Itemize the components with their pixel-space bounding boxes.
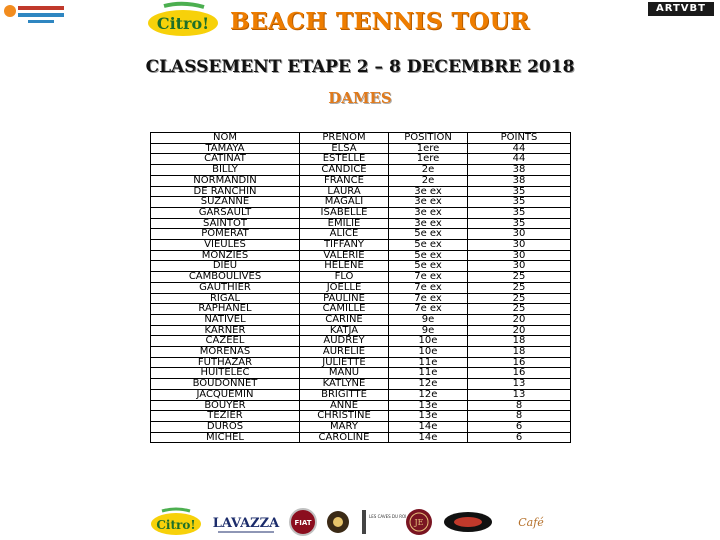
cell-prenom: KATJA [300,325,389,336]
cell-prenom: VALERIE [300,250,389,261]
cell-nom: RIGAL [151,293,300,304]
artvbt-logo: ARTVBT [648,2,714,16]
table-row [151,218,571,229]
cell-position: 2e [389,165,468,176]
cell-position: 10e [389,347,468,358]
cell-nom: MONZIES [151,250,300,261]
cell-position: 11e [389,357,468,368]
cell-prenom: EMILIE [300,218,389,229]
cell-position: 5e ex [389,250,468,261]
cell-position: 7e ex [389,282,468,293]
cell-nom: FUTHAZAR [151,357,300,368]
header-nom: NOM [151,133,300,144]
cell-points: 25 [468,282,571,293]
cell-nom: BOUYER [151,400,300,411]
page-subtitle: CLASSEMENT ETAPE 2 – 8 DECEMBRE 2018 [145,57,575,77]
cell-prenom: CARINE [300,314,389,325]
cell-position: 9e [389,325,468,336]
header-prenom: PRENOM [300,133,389,144]
cell-nom: NATIVEL [151,314,300,325]
cell-points: 30 [468,229,571,240]
cell-nom: KARNER [151,325,300,336]
cell-prenom: ELSA [300,143,389,154]
cell-prenom: CAMILLE [300,304,389,315]
cell-position: 2e [389,175,468,186]
cell-points: 16 [468,368,571,379]
cell-position: 12e [389,379,468,390]
cell-nom: BILLY [151,165,300,176]
table-row [151,347,571,358]
cell-points: 35 [468,207,571,218]
cell-prenom: ESTELLE [300,154,389,165]
ranking-table [150,132,571,443]
cell-position: 14e [389,421,468,432]
cell-points: 35 [468,197,571,208]
table-row [151,357,571,368]
cell-nom: BOUDONNET [151,379,300,390]
cell-points: 30 [468,261,571,272]
cafe-text: Café [518,516,544,529]
cell-prenom: CANDICE [300,165,389,176]
badge-logo [326,508,350,536]
cell-position: 7e ex [389,272,468,283]
cell-position: 3e ex [389,197,468,208]
cafe-logo [506,508,556,536]
cell-prenom: MAGALI [300,197,389,208]
header-position: POSITION [389,133,468,144]
cell-prenom: MANU [300,368,389,379]
cell-position: 5e ex [389,261,468,272]
cell-nom: CAMBOULIVES [151,272,300,283]
cell-position: 12e [389,389,468,400]
table-row [151,421,571,432]
cell-points: 25 [468,272,571,283]
je-logo [404,508,434,536]
cell-nom: CATINAT [151,154,300,165]
cell-nom: TAMAYA [151,143,300,154]
cell-nom: DUROS [151,421,300,432]
cell-nom: DIEU [151,261,300,272]
cell-points: 6 [468,421,571,432]
cell-position: 1ere [389,143,468,154]
header-points: POINTS [468,133,571,144]
cell-nom: POMERAT [151,229,300,240]
tour-title: BEACH TENNIS TOUR [230,8,530,35]
cell-position: 5e ex [389,240,468,251]
cell-points: 38 [468,175,571,186]
caves-text: LES CAVES DU ROI [369,514,407,519]
cell-prenom: ANNE [300,400,389,411]
cell-points: 25 [468,293,571,304]
table-row [151,293,571,304]
cell-position: 1ere [389,154,468,165]
category-label: DAMES [328,89,392,107]
cell-nom: JACQUEMIN [151,389,300,400]
cell-points: 30 [468,240,571,251]
beach-tennis-club-logo [2,2,68,32]
cell-prenom: CHRISTINE [300,411,389,422]
table-row [151,240,571,251]
cell-prenom: CAROLINE [300,432,389,443]
cell-nom: TEZIER [151,411,300,422]
cell-points: 18 [468,347,571,358]
je-text: JE [414,518,424,527]
cell-nom: GARSAULT [151,207,300,218]
cell-points: 44 [468,154,571,165]
table-row [151,197,571,208]
lavazza-logo [210,508,282,536]
table-row [151,368,571,379]
cell-points: 25 [468,304,571,315]
citro-logo [150,508,202,536]
cell-nom: VIEULES [151,240,300,251]
table-row [151,304,571,315]
cell-points: 16 [468,357,571,368]
cell-nom: GAUTHIER [151,282,300,293]
cell-prenom: ISABELLE [300,207,389,218]
table-row [151,250,571,261]
cell-points: 13 [468,379,571,390]
cell-position: 3e ex [389,186,468,197]
table-header-row [151,133,571,144]
table-row [151,389,571,400]
cell-nom: MICHEL [151,432,300,443]
cell-prenom: ALICE [300,229,389,240]
cell-points: 30 [468,250,571,261]
lavazza-text: LAVAZZA [212,516,280,531]
table-row [151,175,571,186]
table-row [151,411,571,422]
cell-position: 11e [389,368,468,379]
table-row [151,325,571,336]
cell-nom: DE RANCHIN [151,186,300,197]
cell-position: 7e ex [389,293,468,304]
table-row [151,272,571,283]
les-caves-logo [358,508,407,536]
cell-points: 8 [468,400,571,411]
cell-position: 9e [389,314,468,325]
cell-prenom: FLO [300,272,389,283]
cell-prenom: BRIGITTE [300,389,389,400]
cell-position: 14e [389,432,468,443]
table-row [151,282,571,293]
table-row [151,336,571,347]
cell-points: 35 [468,218,571,229]
cell-position: 3e ex [389,218,468,229]
table-row [151,261,571,272]
table-row [151,165,571,176]
cell-nom: SAINTOT [151,218,300,229]
table-row [151,314,571,325]
cell-position: 13e [389,411,468,422]
cell-points: 13 [468,389,571,400]
fiat-text: FIAT [294,519,312,527]
fiat-logo [288,508,318,536]
cell-position: 3e ex [389,207,468,218]
table-row [151,154,571,165]
cell-prenom: AURELIE [300,347,389,358]
cell-nom: SUZANNE [151,197,300,208]
cell-position: 7e ex [389,304,468,315]
cell-prenom: KATLYNE [300,379,389,390]
cell-points: 20 [468,314,571,325]
cell-points: 35 [468,186,571,197]
sponsor-footer [150,508,560,536]
cell-prenom: HELENE [300,261,389,272]
table-row [151,186,571,197]
footer-citro-text: Citro! [156,518,196,532]
citro-logo [146,4,220,38]
table-row [151,432,571,443]
cell-points: 6 [468,432,571,443]
table-row [151,207,571,218]
cell-nom: RAPHANEL [151,304,300,315]
cell-nom: CAZEEL [151,336,300,347]
cell-points: 20 [468,325,571,336]
cell-nom: MORENAS [151,347,300,358]
cell-position: 13e [389,400,468,411]
cell-nom: NORMANDIN [151,175,300,186]
panther-logo [442,508,494,536]
cell-prenom: MARY [300,421,389,432]
cell-points: 38 [468,165,571,176]
table-row [151,229,571,240]
cell-prenom: PAULINE [300,293,389,304]
cell-nom: HUITELEC [151,368,300,379]
cell-points: 18 [468,336,571,347]
cell-prenom: JULIETTE [300,357,389,368]
citro-logo-text: Citro! [156,14,210,33]
cell-points: 8 [468,411,571,422]
ranking-table-body [151,143,571,443]
cell-position: 10e [389,336,468,347]
cell-points: 44 [468,143,571,154]
cell-prenom: JOELLE [300,282,389,293]
cell-prenom: FRANCE [300,175,389,186]
cell-prenom: LAURA [300,186,389,197]
cell-prenom: AUDREY [300,336,389,347]
table-row [151,400,571,411]
table-row [151,143,571,154]
cell-prenom: TIFFANY [300,240,389,251]
cell-position: 5e ex [389,229,468,240]
table-row [151,379,571,390]
